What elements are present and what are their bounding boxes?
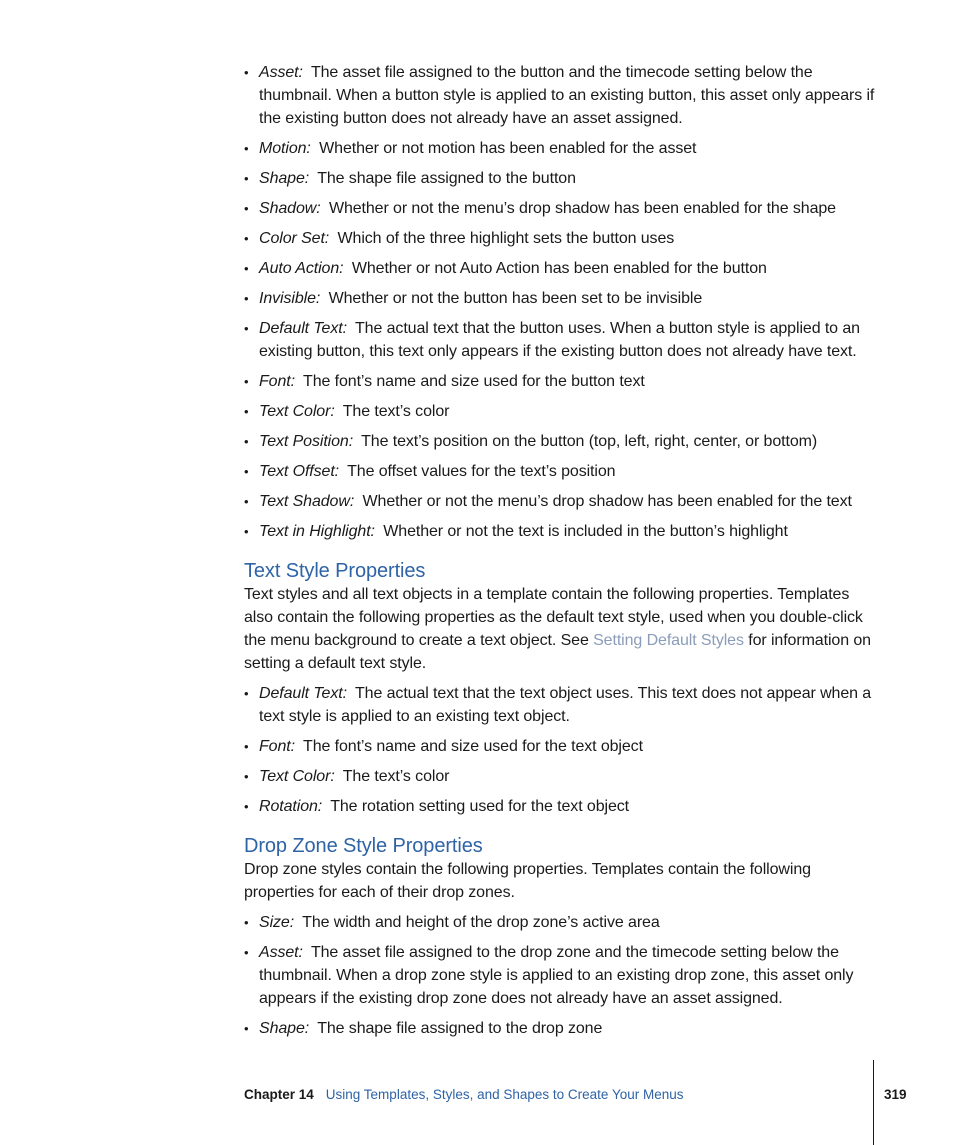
description: Whether or not motion has been enabled for the asset <box>319 140 697 157</box>
term: Font: <box>259 373 295 390</box>
term: Text in Highlight: <box>259 523 375 540</box>
description: Whether or not the menu’s drop shadow has been enabled for the shape <box>328 200 836 217</box>
term: Asset: <box>259 64 303 81</box>
term: Color Set: <box>259 230 330 247</box>
description: The text’s position on the button (top, left, right, center, or bottom) <box>361 433 818 450</box>
term: Shadow: <box>259 200 321 217</box>
description: The actual text that the button uses. When a button style is applied to an existing button, this text only appears if the existing button does not already have text. <box>259 320 860 360</box>
list-item <box>244 167 876 190</box>
term: Text Position: <box>259 433 354 450</box>
term: Text Shadow: <box>259 493 355 510</box>
list-item <box>244 137 876 160</box>
intro-text: for information on setting a default text style. <box>244 632 871 672</box>
list-item <box>244 227 876 250</box>
term: Text Color: <box>259 768 335 785</box>
list-item <box>244 795 876 818</box>
text-style-properties-list <box>244 682 876 818</box>
description: Which of the three highlight sets the button uses <box>337 230 675 247</box>
section-heading-drop-zone: Drop Zone Style Properties <box>244 835 483 857</box>
list-item <box>244 735 876 758</box>
list-item <box>244 61 876 130</box>
description: The shape file assigned to the button <box>317 170 576 187</box>
list-item <box>244 520 876 543</box>
term: Font: <box>259 738 295 755</box>
description: The actual text that the text object uses. This text does not appear when a text style is applied to an existing text object. <box>259 685 872 725</box>
list-item <box>244 460 876 483</box>
page-footer <box>244 1086 684 1104</box>
list-item <box>244 430 876 453</box>
term: Default Text: <box>259 685 347 702</box>
description: The rotation setting used for the text object <box>330 798 629 815</box>
section-heading-text-style: Text Style Properties <box>244 560 426 582</box>
term: Invisible: <box>259 290 321 307</box>
term: Text Offset: <box>259 463 340 480</box>
term: Shape: <box>259 1020 310 1037</box>
list-item <box>244 370 876 393</box>
description: The width and height of the drop zone’s active area <box>302 914 660 931</box>
description: The text’s color <box>342 768 450 785</box>
list-item <box>244 765 876 788</box>
term: Asset: <box>259 944 303 961</box>
intro-text: Text styles and all text objects in a template contain the following properties. Templates also contain the following properties as the default text style, used when you double-click the menu background to create a text object. See <box>244 586 863 649</box>
description: The asset file assigned to the button and the timecode setting below the thumbnail. When a button style is applied to an existing button, this asset only appears if the existing button does not already have an asset assigned. <box>259 64 875 127</box>
footer-divider <box>873 1060 874 1145</box>
description: The font’s name and size used for the button text <box>303 373 645 390</box>
description: Whether or not the menu’s drop shadow has been enabled for the text <box>362 493 852 510</box>
list-item <box>244 911 876 934</box>
description: The shape file assigned to the drop zone <box>317 1020 603 1037</box>
description: The offset values for the text’s position <box>347 463 616 480</box>
text-style-intro <box>244 583 876 675</box>
description: The text’s color <box>342 403 450 420</box>
drop-zone-intro: Drop zone styles contain the following properties. Templates contain the following properties for each of their drop zones. <box>244 861 811 901</box>
page-content <box>244 61 876 1047</box>
term: Shape: <box>259 170 310 187</box>
drop-zone-properties-list <box>244 911 876 1040</box>
term: Auto Action: <box>259 260 344 277</box>
term: Motion: <box>259 140 311 157</box>
list-item <box>244 197 876 220</box>
list-item <box>244 1017 876 1040</box>
setting-default-styles-link[interactable]: Setting Default Styles <box>593 632 744 649</box>
list-item <box>244 287 876 310</box>
term: Text Color: <box>259 403 335 420</box>
term: Size: <box>259 914 295 931</box>
term: Rotation: <box>259 798 323 815</box>
description: Whether or not the text is included in the button’s highlight <box>383 523 788 540</box>
description: The asset file assigned to the drop zone and the timecode setting below the thumbnail. When a drop zone style is applied to an existing drop zone, this asset only appears if the existing drop zone does not already have an asset assigned. <box>259 944 854 1007</box>
list-item <box>244 400 876 423</box>
description: Whether or not Auto Action has been enabled for the button <box>351 260 767 277</box>
description: The font’s name and size used for the text object <box>303 738 643 755</box>
list-item <box>244 490 876 513</box>
chapter-label: Chapter 14 <box>244 1087 314 1102</box>
list-item <box>244 317 876 363</box>
page-number: 319 <box>884 1087 907 1102</box>
list-item <box>244 257 876 280</box>
button-properties-list <box>244 61 876 543</box>
list-item <box>244 941 876 1010</box>
term: Default Text: <box>259 320 347 337</box>
description: Whether or not the button has been set to be invisible <box>328 290 703 307</box>
list-item <box>244 682 876 728</box>
chapter-title: Using Templates, Styles, and Shapes to Create Your Menus <box>325 1087 684 1102</box>
